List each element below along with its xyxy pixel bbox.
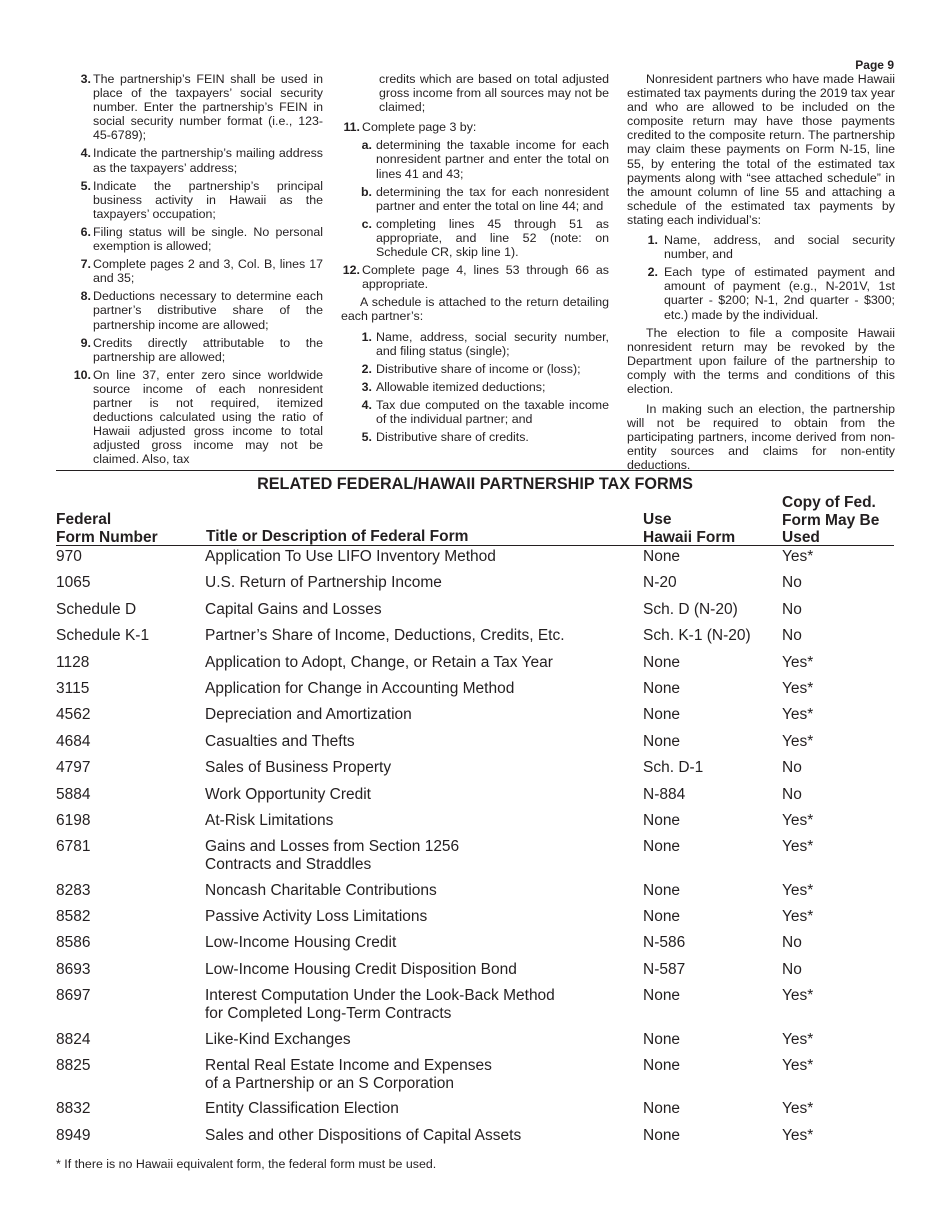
item-number: 11. bbox=[343, 120, 360, 135]
copy-used-cell: Yes* bbox=[782, 1057, 814, 1075]
header-line: Form Number bbox=[56, 528, 158, 546]
item-number: 8. bbox=[80, 289, 91, 304]
form-title-cell bbox=[205, 654, 635, 672]
form-title-line: Sales and other Dispositions of Capital Assets bbox=[205, 1126, 522, 1144]
item-text: Filing status will be single. No personal exemption is allowed; bbox=[93, 224, 323, 254]
form-title-cell bbox=[205, 680, 635, 698]
table-row bbox=[56, 574, 894, 600]
form-title-line: Rental Real Estate Income and Expenses bbox=[205, 1057, 492, 1075]
form-title-line: Contracts and Straddles bbox=[205, 855, 372, 873]
item-text: Complete pages 2 and 3, Col. B, lines 17 and 35; bbox=[93, 257, 323, 286]
item-text: Tax due computed on the taxable income of the individual partner; and bbox=[376, 397, 609, 426]
form-number-cell: 4562 bbox=[56, 706, 91, 724]
form-title-line: Gains and Losses from Section 1256 bbox=[205, 838, 460, 856]
copy-used-cell: Yes* bbox=[782, 811, 814, 829]
item-number: 3. bbox=[361, 379, 372, 394]
header-use-hawaii-form bbox=[643, 511, 735, 546]
form-title-line: Depreciation and Amortization bbox=[205, 706, 412, 724]
copy-used-cell: Yes* bbox=[782, 732, 814, 750]
list-item bbox=[644, 233, 895, 261]
item-text: completing lines 45 through 51 as appropriate, and line 52 (note: on Schedule CR, skip line 1). bbox=[376, 216, 609, 260]
form-number-cell: 8949 bbox=[56, 1126, 91, 1144]
item-number: 2. bbox=[647, 265, 658, 280]
copy-used-cell: No bbox=[782, 934, 802, 952]
table-row bbox=[56, 733, 894, 759]
item-text: Indicate the partnership’s mailing address as the taxpayers’ address; bbox=[93, 146, 323, 175]
form-title-cell bbox=[205, 961, 635, 979]
forms-table-body bbox=[56, 548, 894, 1153]
header-line: Copy of Fed. bbox=[782, 494, 876, 511]
form-number-cell: 8825 bbox=[56, 1057, 91, 1075]
form-title-line: Entity Classification Election bbox=[205, 1100, 399, 1118]
hawaii-form-cell: Sch. D (N-20) bbox=[643, 600, 738, 618]
header-line: Use bbox=[643, 511, 672, 528]
form-title-cell bbox=[205, 627, 635, 645]
form-number-cell: 8832 bbox=[56, 1100, 91, 1118]
form-title-cell bbox=[205, 759, 635, 777]
header-title: Title or Description of Federal Form bbox=[206, 528, 469, 545]
item-number: 5. bbox=[80, 178, 91, 193]
form-title-cell bbox=[205, 1127, 635, 1145]
form-number-cell: 3115 bbox=[56, 679, 90, 697]
revocation-paragraph: The election to file a composite Hawaii nonresident return may be revoked by the Department upon failure of the partnership to comply with the terms and conditions of this election. bbox=[627, 325, 895, 396]
form-title-cell bbox=[205, 1031, 635, 1049]
form-title-cell bbox=[205, 574, 635, 592]
form-title-line: Sales of Business Property bbox=[205, 759, 392, 777]
schedule-item bbox=[358, 330, 609, 358]
copy-used-cell: Yes* bbox=[782, 653, 814, 671]
form-title-line: Application for Change in Accounting Method bbox=[205, 679, 515, 697]
form-title-cell bbox=[205, 1057, 635, 1092]
item-text: determining the taxable income for each nonresident partner and enter the total on lines 41 and 43; bbox=[376, 138, 609, 181]
list-item bbox=[644, 265, 895, 321]
hawaii-form-cell: None bbox=[643, 987, 681, 1005]
form-number-cell: 8697 bbox=[56, 987, 91, 1005]
table-row bbox=[56, 961, 894, 987]
section-divider bbox=[56, 470, 894, 471]
item-number: 1. bbox=[361, 329, 372, 344]
footnote: * If there is no Hawaii equivalent form, the federal form must be used. bbox=[56, 1157, 437, 1171]
form-title-line: Application to Adopt, Change, or Retain a Tax Year bbox=[205, 653, 553, 671]
hawaii-form-cell: None bbox=[643, 1057, 681, 1075]
hawaii-form-cell: N-586 bbox=[643, 934, 686, 952]
schedule-item bbox=[358, 362, 609, 376]
form-title-line: Partner’s Share of Income, Deductions, Credits, Etc. bbox=[205, 627, 565, 645]
item-number: 2. bbox=[361, 361, 372, 376]
form-number-cell: 6781 bbox=[56, 838, 91, 856]
copy-used-cell: No bbox=[782, 785, 802, 803]
form-title-line: Like-Kind Exchanges bbox=[205, 1030, 351, 1048]
copy-used-cell: Yes* bbox=[782, 548, 814, 565]
form-title-line: Application To Use LIFO Inventory Method bbox=[205, 548, 496, 565]
item-text: The partnership’s FEIN shall be used in place of the taxpayers’ social security number. Enter the partnership’s FEIN in social security number format (i.e., 123-45-6789); bbox=[93, 72, 323, 143]
form-title-line: Low-Income Housing Credit bbox=[205, 934, 397, 952]
form-title-line: Casualties and Thefts bbox=[205, 732, 355, 750]
copy-used-cell: No bbox=[782, 600, 802, 618]
form-title-line: Interest Computation Under the Look-Back Method bbox=[205, 987, 555, 1005]
hawaii-form-cell: None bbox=[643, 732, 681, 750]
item-number: 9. bbox=[80, 335, 91, 350]
sub-item bbox=[358, 185, 609, 213]
estimated-payments-paragraph: Nonresident partners who have made Hawaii estimated tax payments during the 2019 tax year and who are allowed to be included on the composite return may have those payments credited to the composite return. The partnership may claim these payments on Form N-15, line 55, by entering the total of the estimated tax payments along with “see attached schedule” in the amount column of line 55 and attaching a schedule of the estimated tax payments by stating each individual’s: bbox=[627, 72, 895, 227]
instruction-item bbox=[72, 72, 323, 142]
copy-used-cell: No bbox=[782, 627, 802, 645]
table-row bbox=[56, 1057, 894, 1100]
table-row bbox=[56, 882, 894, 908]
table-row bbox=[56, 812, 894, 838]
form-number-cell: 6198 bbox=[56, 811, 91, 829]
copy-used-cell: Yes* bbox=[782, 1030, 814, 1048]
copy-used-cell: Yes* bbox=[782, 838, 814, 856]
hawaii-form-cell: N-587 bbox=[643, 960, 686, 978]
hawaii-form-cell: None bbox=[643, 1126, 681, 1144]
form-title-line: Work Opportunity Credit bbox=[205, 785, 371, 803]
item-text: Complete page 4, lines 53 through 66 as appropriate. bbox=[362, 263, 609, 292]
hawaii-form-cell: None bbox=[643, 881, 681, 899]
item-number: 4. bbox=[361, 397, 372, 412]
instruction-item bbox=[341, 263, 609, 291]
item-number: 12. bbox=[342, 263, 360, 278]
item-number: 1. bbox=[647, 233, 658, 248]
form-number-cell: 4684 bbox=[56, 732, 91, 750]
item-letter: a. bbox=[361, 138, 372, 153]
schedule-intro: A schedule is attached to the return detailing each partner’s: bbox=[341, 295, 609, 324]
form-title-cell bbox=[205, 548, 635, 566]
form-title-line: for Completed Long-Term Contracts bbox=[205, 1004, 452, 1022]
page-number: Page 9 bbox=[855, 58, 894, 72]
instructions-column-3 bbox=[627, 72, 895, 479]
hawaii-form-cell: None bbox=[643, 908, 681, 926]
item-number: 6. bbox=[80, 224, 91, 239]
item-text: determining the tax for each nonresident partner and enter the total on line 44; and bbox=[376, 184, 609, 213]
form-number-cell: 8283 bbox=[56, 881, 91, 899]
table-row bbox=[56, 934, 894, 960]
schedule-item bbox=[358, 430, 609, 444]
copy-used-cell: Yes* bbox=[782, 881, 814, 899]
form-number-cell: 8693 bbox=[56, 960, 91, 978]
form-title-line: Low-Income Housing Credit Disposition Bond bbox=[205, 960, 517, 978]
form-title-cell bbox=[205, 882, 635, 900]
hawaii-form-cell: None bbox=[643, 1100, 681, 1118]
instructions-column-2 bbox=[341, 72, 609, 448]
table-row bbox=[56, 601, 894, 627]
instruction-item bbox=[72, 289, 323, 331]
form-title-cell bbox=[205, 987, 635, 1022]
item-letter: b. bbox=[360, 184, 372, 199]
form-title-cell bbox=[205, 838, 635, 873]
hawaii-form-cell: N-884 bbox=[643, 785, 686, 803]
instruction-item bbox=[341, 120, 609, 134]
schedule-item bbox=[358, 398, 609, 426]
header-line: Hawaii Form bbox=[643, 528, 736, 546]
header-divider bbox=[56, 545, 894, 546]
copy-used-cell: No bbox=[782, 759, 802, 777]
item-text: On line 37, enter zero since worldwide source income of each nonresident partner is not required, itemized deductions calculated using the ratio of Hawaii adjusted gross income to total adjusted gross income may not be claimed. Also, tax bbox=[93, 367, 323, 467]
table-row bbox=[56, 654, 894, 680]
form-title-cell bbox=[205, 786, 635, 804]
form-number-cell: Schedule D bbox=[56, 600, 137, 618]
item-text: Name, address, social security number, and filing status (single); bbox=[376, 329, 609, 358]
item-number: 5. bbox=[361, 430, 372, 445]
item-text: Distributive share of credits. bbox=[376, 430, 529, 445]
copy-used-cell: Yes* bbox=[782, 1100, 814, 1118]
form-title-cell bbox=[205, 908, 635, 926]
instruction-item bbox=[72, 368, 323, 467]
copy-used-cell: Yes* bbox=[782, 706, 814, 724]
item-number: 10. bbox=[73, 367, 91, 382]
form-title-cell bbox=[205, 934, 635, 952]
item-text: Credits directly attributable to the partnership are allowed; bbox=[93, 335, 323, 364]
header-copy-may-be-used bbox=[782, 494, 879, 547]
form-number-cell: 8586 bbox=[56, 934, 91, 952]
table-row bbox=[56, 1031, 894, 1057]
item-letter: c. bbox=[361, 216, 372, 231]
item-text: Distributive share of income or (loss); bbox=[376, 361, 581, 376]
hawaii-form-cell: None bbox=[643, 706, 681, 724]
item-text: Deductions necessary to determine each partner’s distributive share of the partnership income are allowed; bbox=[93, 289, 323, 332]
form-number-cell: Schedule K-1 bbox=[56, 627, 150, 645]
table-row bbox=[56, 1127, 894, 1153]
copy-used-cell: Yes* bbox=[782, 679, 814, 697]
instruction-item bbox=[72, 257, 323, 285]
table-row bbox=[56, 627, 894, 653]
form-number-cell: 4797 bbox=[56, 759, 91, 777]
hawaii-form-cell: Sch. K-1 (N-20) bbox=[643, 627, 751, 645]
form-number-cell: 8582 bbox=[56, 908, 91, 926]
item-text: Name, address, and social security number, and bbox=[664, 233, 895, 262]
table-row bbox=[56, 908, 894, 934]
item-text: Allowable itemized deductions; bbox=[376, 379, 546, 394]
hawaii-form-cell: None bbox=[643, 811, 681, 829]
election-paragraph: In making such an election, the partnership will not be required to obtain from the participating partners, income derived from non-entity sources and claims for non-entity deductions. bbox=[627, 402, 895, 473]
table-row bbox=[56, 548, 894, 574]
copy-used-cell: Yes* bbox=[782, 987, 814, 1005]
table-row bbox=[56, 759, 894, 785]
table-row bbox=[56, 987, 894, 1030]
table-row bbox=[56, 706, 894, 732]
item-number: 7. bbox=[80, 257, 91, 272]
sub-item bbox=[358, 138, 609, 180]
header-line: Used bbox=[782, 529, 820, 546]
instruction-item bbox=[72, 336, 323, 364]
copy-used-cell: Yes* bbox=[782, 1126, 814, 1144]
item-number: 3. bbox=[80, 72, 91, 86]
copy-used-cell: No bbox=[782, 574, 802, 592]
copy-used-cell: Yes* bbox=[782, 908, 814, 926]
form-title-line: Passive Activity Loss Limitations bbox=[205, 908, 428, 926]
item-text: Indicate the partnership’s principal business activity in Hawaii as the taxpayers’ occupation; bbox=[93, 178, 323, 221]
form-number-cell: 5884 bbox=[56, 785, 91, 803]
hawaii-form-cell: None bbox=[643, 679, 681, 697]
instructions-column-1 bbox=[72, 72, 323, 470]
item-text: Each type of estimated payment and amount of payment (e.g., N-201V, 1st quarter - $200; N-1, 2nd quarter - $300; etc.) made by the individual. bbox=[664, 265, 895, 322]
header-federal-form-number bbox=[56, 511, 158, 546]
form-number-cell: 8824 bbox=[56, 1030, 91, 1048]
table-row bbox=[56, 680, 894, 706]
instruction-item bbox=[72, 225, 323, 253]
table-row bbox=[56, 838, 894, 881]
item-text: Complete page 3 by: bbox=[362, 120, 477, 135]
sub-item bbox=[358, 217, 609, 259]
form-title-cell bbox=[205, 706, 635, 724]
hawaii-form-cell: Sch. D-1 bbox=[643, 759, 704, 777]
form-title-cell bbox=[205, 812, 635, 830]
table-row bbox=[56, 1100, 894, 1126]
hawaii-form-cell: None bbox=[643, 838, 681, 856]
form-number-cell: 970 bbox=[56, 548, 82, 565]
form-title-line: Noncash Charitable Contributions bbox=[205, 881, 437, 899]
hawaii-form-cell: None bbox=[643, 653, 681, 671]
header-line: Federal bbox=[56, 511, 112, 528]
form-title-line: of a Partnership or an S Corporation bbox=[205, 1074, 454, 1092]
item-number: 4. bbox=[80, 146, 91, 161]
copy-used-cell: No bbox=[782, 960, 802, 978]
hawaii-form-cell: N-20 bbox=[643, 574, 677, 592]
hawaii-form-cell: None bbox=[643, 1030, 681, 1048]
form-title-line: U.S. Return of Partnership Income bbox=[205, 574, 442, 592]
table-title: RELATED FEDERAL/HAWAII PARTNERSHIP TAX FORMS bbox=[257, 475, 693, 493]
form-title-line: At-Risk Limitations bbox=[205, 811, 334, 829]
form-title-line: Capital Gains and Losses bbox=[205, 600, 382, 618]
hawaii-form-cell: None bbox=[643, 548, 681, 565]
instruction-item bbox=[72, 146, 323, 174]
form-number-cell: 1065 bbox=[56, 574, 91, 592]
table-row bbox=[56, 786, 894, 812]
instruction-item bbox=[72, 179, 323, 221]
header-line: Form May Be bbox=[782, 511, 880, 529]
form-title-cell bbox=[205, 733, 635, 751]
schedule-item bbox=[358, 380, 609, 394]
continued-text: credits which are based on total adjusted gross income from all sources may not be claimed; bbox=[379, 72, 609, 115]
form-number-cell: 1128 bbox=[56, 653, 90, 671]
form-title-cell bbox=[205, 601, 635, 619]
form-title-cell bbox=[205, 1100, 635, 1118]
